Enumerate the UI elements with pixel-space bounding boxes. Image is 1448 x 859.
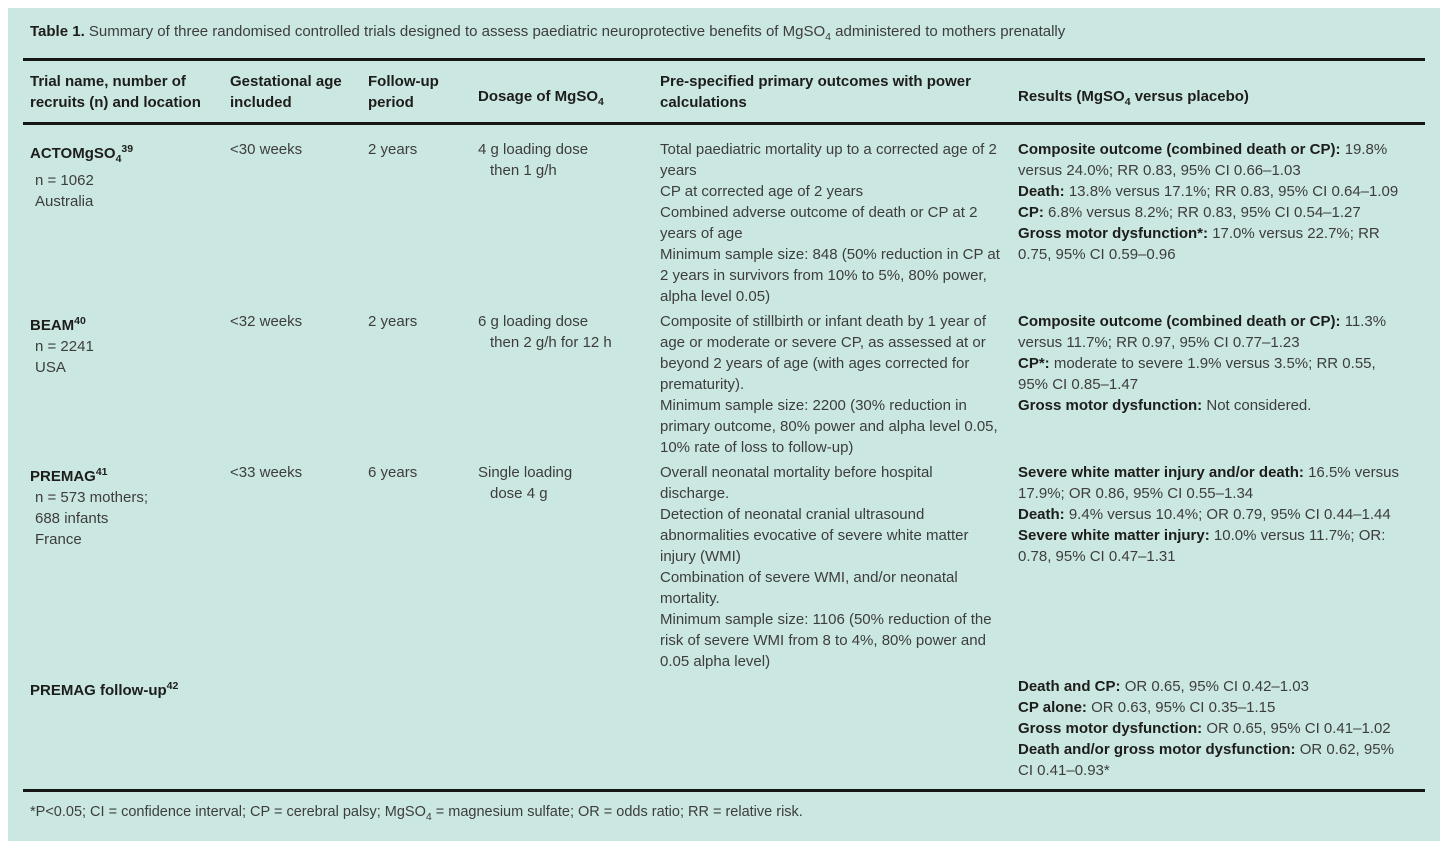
trial-recruits: n = 2241 [35,338,94,355]
cell-follow-up: 2 years [368,313,418,330]
outcome-item: Composite of stillbirth or infant death by 1 year of age or moderate or severe CP, as assessed at or beyond 2 years of age (with ages corrected for prematurity). [660,313,987,393]
result-item: Death and/or gross motor dysfunction: OR 0.62, 95% CI 0.41–0.93* [1018,741,1394,779]
dosage-line: dose 4 g [490,485,548,502]
dosage-line: then 2 g/h for 12 h [490,334,612,351]
table-panel [8,8,1440,841]
footnote-subscript: 4 [425,810,432,823]
trial-location: Australia [35,193,94,210]
citation-ref: 41 [95,466,108,478]
column-header-gestational-age: Gestational age included [230,73,342,111]
cell-follow-up: 2 years [368,141,418,158]
outcome-item: Combination of severe WMI, and/or neonatal mortality. [660,569,958,607]
result-item: CP: 6.8% versus 8.2%; RR 0.83, 95% CI 0.54–1.27 [1018,204,1361,221]
citation-ref: 40 [74,315,86,327]
result-item: Death: 13.8% versus 17.1%; RR 0.83, 95% CI 0.64–1.09 [1018,183,1399,200]
trial-name-subscript: 4 [115,153,122,165]
table-footnote: *P<0.05; CI = confidence interval; CP = cerebral palsy; MgSO$_4$ = magnesium sulfate; OR = odds ratio; RR = relative risk. [23,789,1425,839]
cell-outcomes [660,462,1018,672]
result-item: CP alone: OR 0.63, 95% CI 0.35–1.15 [1018,699,1276,716]
trial-recruits: 688 infants [35,510,109,527]
outcome-item: CP at corrected age of 2 years [660,183,864,200]
table-row [23,125,1425,307]
table-header-row [23,61,1425,125]
header-subscript: 4 [1124,96,1131,108]
table-row [23,311,1425,458]
cell-results [1018,462,1418,567]
result-item: Gross motor dysfunction*: 17.0% versus 22.7%; RR 0.75, 95% CI 0.59–0.96 [1018,225,1380,263]
outcome-item: Minimum sample size: 2200 (30% reduction in primary outcome, 80% power and alpha level 0.05, 10% rate of loss to follow-up) [660,397,998,456]
column-header-results: Results (MgSO$_4$ versus placebo) [1018,88,1249,108]
cell-results [1018,311,1418,416]
dosage-line: 4 g loading dose [478,141,589,158]
column-header-trial: Trial name, number of recruits (n) and location [30,73,201,111]
column-header-dosage: Dosage of MgSO$_4$ [478,88,604,108]
result-item: Composite outcome (combined death or CP): 11.3% versus 11.7%; RR 0.97, 95% CI 0.77–1.23 [1018,313,1387,351]
result-item: Severe white matter injury: 10.0% versus 11.7%; OR: 0.78, 95% CI 0.47–1.31 [1018,527,1386,565]
cell-follow-up: 6 years [368,464,418,481]
result-item: Death: 9.4% versus 10.4%; OR 0.79, 95% CI 0.44–1.44 [1018,506,1391,523]
outcome-item: Minimum sample size: 1106 (50% reduction of the risk of severe WMI from 8 to 4%, 80% power and 0.05 alpha level) [660,611,992,670]
trial-name: PREMAG$^{41}$ [30,466,108,485]
trial-recruits: n = 1062 [35,172,94,189]
outcome-item: Overall neonatal mortality before hospital discharge. [660,464,933,502]
table-number: Table 1. [30,23,85,40]
cell-trial [30,676,230,701]
trial-name: BEAM$^{40}$ [30,315,86,334]
column-header-outcomes: Pre-specified primary outcomes with power calculations [660,73,971,111]
column-header-follow-up: Follow-up period [368,73,439,111]
cell-dosage [478,139,660,181]
cell-trial [30,462,230,550]
cell-dosage [478,311,660,353]
caption-subscript: 4 [825,31,831,43]
cell-trial [30,311,230,378]
outcome-item: Combined adverse outcome of death or CP at 2 years of age [660,204,978,242]
result-item: Death and CP: OR 0.65, 95% CI 0.42–1.03 [1018,678,1309,695]
caption-text-tail: administered to mothers prenatally [830,23,1066,40]
dosage-line: then 1 g/h [490,162,557,179]
table-caption [23,8,1425,61]
result-item: CP*: moderate to severe 1.9% versus 3.5%; RR 0.55, 95% CI 0.85–1.47 [1018,355,1376,393]
trial-name: PREMAG follow-up$^{42}$ [30,680,179,699]
cell-gestational-age: <32 weeks [230,313,303,330]
table-row [23,462,1425,672]
citation-ref: 42 [166,680,179,692]
outcome-item: Minimum sample size: 848 (50% reduction in CP at 2 years in survivors from 10% to 5%, 80% power, alpha level 0.05) [660,246,1000,305]
header-subscript: 4 [598,96,604,108]
outcome-item: Detection of neonatal cranial ultrasound abnormalities evocative of severe white matter injury (WMI) [660,506,969,565]
result-item: Composite outcome (combined death or CP): 19.8% versus 24.0%; RR 0.83, 95% CI 0.66–1.03 [1018,141,1388,179]
result-item: Gross motor dysfunction: Not considered. [1018,397,1312,414]
cell-outcomes [660,139,1018,307]
caption-text: Summary of three randomised controlled trials designed to assess paediatric neuroprotective benefits of MgSO [88,23,826,40]
cell-trial [30,139,230,212]
cell-results [1018,676,1418,781]
cell-outcomes [660,311,1018,458]
cell-results [1018,139,1418,265]
table-row [23,676,1425,781]
cell-dosage [478,462,660,504]
trial-location: France [35,531,82,548]
trial-recruits: n = 573 mothers; [35,489,148,506]
trial-name: ACTOMgSO$_4^{39}$ [30,143,134,165]
cell-gestational-age: <33 weeks [230,464,303,481]
result-item: Gross motor dysfunction: OR 0.65, 95% CI 0.41–1.02 [1018,720,1391,737]
trial-location: USA [35,359,66,376]
dosage-line: Single loading [478,464,573,481]
result-item: Severe white matter injury and/or death: 16.5% versus 17.9%; OR 0.86, 95% CI 0.55–1.34 [1018,464,1399,502]
citation-ref: 39 [121,143,134,155]
dosage-line: 6 g loading dose [478,313,589,330]
cell-gestational-age: <30 weeks [230,141,303,158]
outcome-item: Total paediatric mortality up to a corrected age of 2 years [660,141,997,179]
